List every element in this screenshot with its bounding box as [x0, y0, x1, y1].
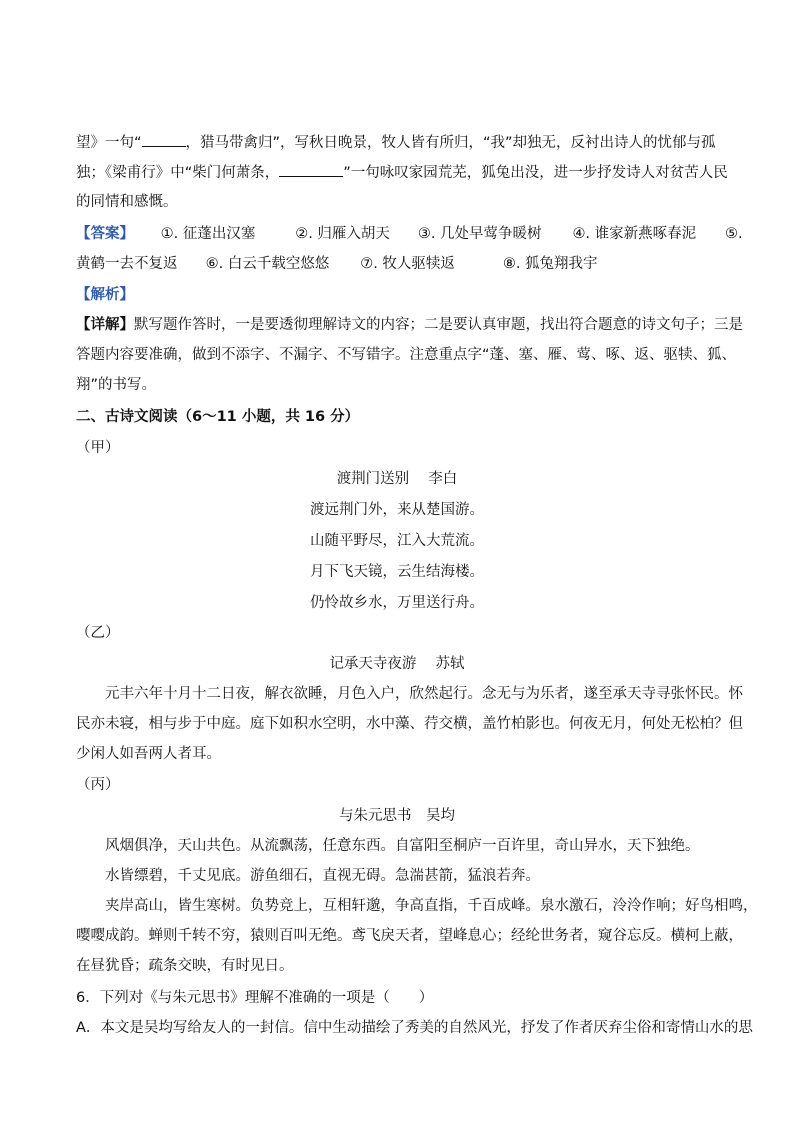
answer-item: ④. 谁家新燕啄春泥: [572, 226, 697, 242]
answer-item: ⑧. 狐兔翔我宇: [502, 256, 598, 272]
text-segment: 独；《梁甫行》中“柴门何萧条，: [76, 165, 280, 181]
bing-line-5: 在昼犹昏；疏条交映，有时见日。: [76, 958, 294, 974]
question-6-option-a: A．本文是吴均写给友人的一封信。信中生动描绘了秀美的自然风光，抒发了作者厌弃尘俗和寄情山水的思: [76, 1020, 753, 1036]
yi-line-2: 民亦未寝，相与步于中庭。庭下如积水空明，水中藻、荇交横，盖竹柏影也。何夜无月，何处无松柏？但: [76, 716, 743, 732]
label-jia: （甲）: [76, 440, 120, 456]
bing-line-1: 风烟俱净，天山共色。从流飘荡，任意东西。自富阳至桐庐一百许里，奇山异水，天下独绝。: [105, 838, 700, 854]
answer-item: 黄鹤一去不复返: [76, 256, 178, 272]
answer-item: ②. 归雁入胡天: [295, 226, 390, 242]
answer-item: ①. 征蓬出汉塞: [160, 226, 256, 242]
detail-label: 【详解】: [76, 317, 134, 333]
answer-item: ③. 几处早莺争暖树: [417, 226, 542, 242]
analysis-label: 【解析】: [76, 287, 134, 303]
poem-line: 仍怜故乡水，万里送行舟。: [310, 595, 484, 611]
answer-item: ⑥. 白云千载空悠悠: [205, 256, 330, 272]
answer-row-1: [76, 224, 743, 244]
answer-row-2: [76, 254, 726, 274]
text-segment: 望》一句“: [76, 135, 142, 151]
poem-line: 渡远荆门外，来从楚国游。: [310, 502, 484, 518]
analysis-line-1: [76, 315, 743, 335]
question-6-stem: 6．下列对《与朱元思书》理解不准确的一项是（ ）: [76, 990, 434, 1006]
analysis-line-2: 答题内容要准确，做到不添字、不漏字、不写错字。注意重点字“蓬、塞、雁、莺、啄、返、驱犊、狐、: [76, 347, 737, 363]
blank-underline: [279, 162, 343, 177]
bing-title: 与朱元思书 吴均: [339, 808, 455, 824]
analysis-line-3: 翔”的书写。: [76, 377, 157, 393]
text-segment: ，猎马带禽归”，写秋日晚景，牧人皆有所归，“我”却独无，反衬出诗人的忧郁与孤: [185, 135, 716, 151]
text-segment: ”一句咏叹家园荒芜，狐兔出没，进一步抒发诗人对贫苦人民: [343, 165, 728, 181]
section-heading: 二、古诗文阅读（6～11 小题，共 16 分）: [76, 409, 360, 425]
text-line-1: [76, 132, 726, 153]
yi-title: 记承天寺夜游 苏轼: [329, 656, 465, 672]
poem-line: 山随平野尽，江入大荒流。: [310, 533, 484, 549]
bing-line-3: 夹岸高山，皆生寒树。负势竞上，互相轩邈，争高直指，千百成峰。泉水激石，泠泠作响；好鸟相鸣，: [105, 898, 758, 914]
answer-label: 【答案】: [76, 226, 134, 242]
label-bing: （丙）: [76, 777, 120, 793]
text-line-2: [76, 162, 726, 183]
blank-underline: [142, 132, 186, 147]
answer-item: ⑦. 牧人驱犊返: [360, 256, 455, 272]
poem-line: 月下飞天镜，云生结海楼。: [310, 564, 484, 580]
text-line-3: 的同情和感慨。: [76, 194, 178, 210]
answer-item: ⑤.: [725, 226, 743, 242]
bing-line-2: 水皆缥碧，千丈见底。游鱼细石，直视无碍。急湍甚箭，猛浪若奔。: [105, 868, 540, 884]
bing-line-4: 嘤嘤成韵。蝉则千转不穷，猿则百叫无绝。鸢飞戾天者，望峰息心；经纶世务者，窥谷忘反。横柯上蔽，: [76, 928, 743, 944]
text-segment: 默写题作答时，一是要透彻理解诗文的内容；二是要认真审题，找出符合题意的诗文句子；三是: [134, 317, 743, 333]
yi-line-3: 少闲人如吾两人者耳。: [76, 746, 221, 762]
label-yi: （乙）: [76, 625, 120, 641]
yi-line-1: 元丰六年十月十二日夜，解衣欲睡，月色入户，欣然起行。念无与为乐者，遂至承天寺寻张怀民。怀: [105, 686, 743, 702]
poem-title: 渡荆门送别 李白: [336, 471, 458, 487]
